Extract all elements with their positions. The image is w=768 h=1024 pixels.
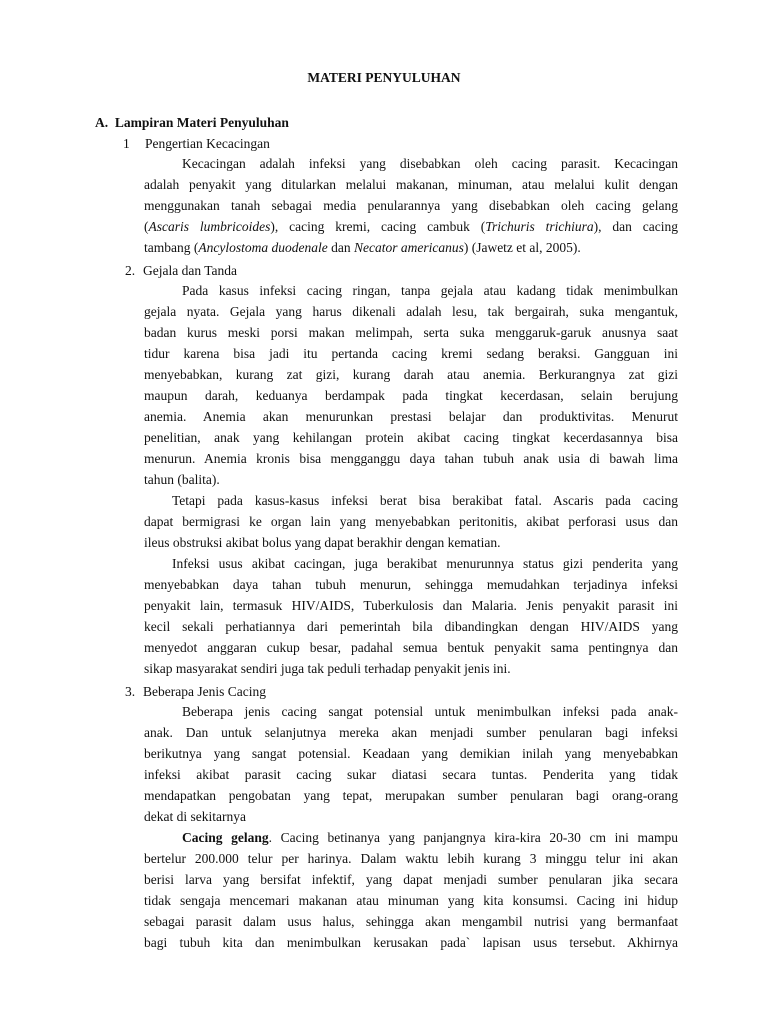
paragraph-line: penyakit lain, termasuk HIV/AIDS, Tuberkulosis dan Malaria. Jenis penyakit parasit ini bbox=[144, 598, 678, 613]
paragraph-line: dekat di sekitarnya bbox=[144, 809, 246, 824]
paragraph-line: gejala nyata. Gejala yang harus dikenali adalah lesu, tak bergairah, suka mengantuk, bbox=[144, 304, 678, 319]
subheading-2-number: 2. bbox=[125, 263, 136, 278]
paragraph-line: tidak sengaja mencemari makanan atau minuman yang kita konsumsi. Cacing ini hidup bbox=[144, 893, 678, 908]
paragraph-line: adalah penyakit yang ditularkan melalui makanan, minuman, atau melalui kulit dengan bbox=[144, 177, 678, 192]
paragraph-line: badan kurus meski porsi makan melimpah, serta suka menggaruk-garuk anusnya saat bbox=[144, 325, 678, 340]
paragraph-line: tidur karena bisa jadi itu pertanda cacing kremi sedang beraksi. Gangguan ini bbox=[144, 346, 678, 361]
paragraph-line: mendapatkan pengobatan yang tepat, merupakan sumber penularan bagi orang-orang bbox=[144, 788, 678, 803]
paragraph-line: tahun (balita). bbox=[144, 472, 220, 487]
paragraph-line: bagi tubuh kita dan menimbulkan kerusakan pada` lapisan usus tersebut. Akhirnya bbox=[144, 935, 678, 950]
paragraph-line: dapat bermigrasi ke organ lain yang menyebabkan peritonitis, akibat perforasi usus dan bbox=[144, 514, 678, 529]
paragraph-line: berikutnya yang sangat potensial. Keadaan yang demikian inilah yang menyebabkan bbox=[144, 746, 678, 761]
paragraph-line: menyebabkan, kurang zat gizi, kurang darah atau anemia. Berkurangnya zat gizi bbox=[144, 367, 678, 382]
cacing-gelang-term: Cacing gelang bbox=[182, 830, 269, 845]
paragraph-line: infeksi akibat parasit cacing sukar diatasi secara tuntas. Penderita yang tidak bbox=[144, 767, 678, 782]
paragraph-line: Infeksi usus akibat cacingan, juga berakibat menurunnya status gizi penderita yang bbox=[172, 556, 678, 571]
paragraph-line: kecil sekali perhatiannya dari pemerintah bila dibandingkan dengan HIV/AIDS yang bbox=[144, 619, 678, 634]
paragraph-line: menggunakan tanah sebagai media penularannya yang disebabkan oleh cacing gelang bbox=[144, 198, 678, 213]
paragraph-line: Pada kasus infeksi cacing ringan, tanpa gejala atau kadang tidak menimbulkan bbox=[182, 283, 678, 298]
paragraph-line: menyebabkan daya tahan tubuh menurun, sehingga memudahkan terjadinya infeksi bbox=[144, 577, 678, 592]
subheading-3-number: 3. bbox=[125, 684, 136, 699]
paragraph-line: penelitian, anak yang kehilangan protein akibat cacing tingkat kecerdasannya bisa bbox=[144, 430, 678, 445]
paragraph-line: tambang (Ancylostoma duodenale dan Necator americanus) (Jawetz et al, 2005). bbox=[144, 240, 581, 255]
paragraph-line: Tetapi pada kasus-kasus infeksi berat bisa berakibat fatal. Ascaris pada cacing bbox=[172, 493, 678, 508]
paragraph-line: menurun. Anemia kronis bisa mengganggu daya tahan tubuh anak usia di bawah lima bbox=[144, 451, 678, 466]
paragraph-line: Cacing gelang. Cacing betinanya yang panjangnya kira-kira 20-30 cm ini mampu bbox=[182, 830, 678, 845]
paragraph-line: anemia. Anemia akan menurunkan prestasi belajar dan produktivitas. Menurut bbox=[144, 409, 678, 424]
paragraph-line: ileus obstruksi akibat bolus yang dapat berakhir dengan kematian. bbox=[144, 535, 501, 550]
paragraph-line: maupun darah, keduanya berdampak pada tingkat kecerdasan, selain berujung bbox=[144, 388, 678, 403]
paragraph-line: menyedot anggaran cukup besar, padahal semua bentuk penyakit sama pentingnya dan bbox=[144, 640, 678, 655]
page-title: MATERI PENYULUHAN bbox=[307, 70, 461, 85]
subheading-1-number: 1 bbox=[123, 136, 130, 151]
subheading-1-text: Pengertian Kecacingan bbox=[145, 136, 270, 151]
subheading-3 bbox=[125, 684, 266, 700]
paragraph-line: Beberapa jenis cacing sangat potensial untuk menimbulkan infeksi pada anak- bbox=[182, 704, 678, 719]
paragraph-line: sikap masyarakat sendiri juga tak peduli terhadap penyakit jenis ini. bbox=[144, 661, 511, 676]
paragraph-line: Kecacingan adalah infeksi yang disebabkan oleh cacing parasit. Kecacingan bbox=[182, 156, 678, 171]
paragraph-line: (Ascaris lumbricoides), cacing kremi, cacing cambuk (Trichuris trichiura), dan cacing bbox=[144, 219, 678, 234]
subheading-1 bbox=[123, 136, 270, 152]
section-a-text: Lampiran Materi Penyuluhan bbox=[114, 115, 289, 130]
paragraph-line: berisi larva yang bersifat infektif, yang dapat menjadi sumber penularan jika secara bbox=[144, 872, 678, 887]
paragraph-line: sebagai parasit dalam usus halus, sehingga akan mengambil nutrisi yang bermanfaat bbox=[144, 914, 678, 929]
subheading-2 bbox=[125, 263, 237, 279]
paragraph-line: bertelur 200.000 telur per harinya. Dalam waktu lebih kurang 3 minggu telur ini akan bbox=[144, 851, 678, 866]
section-a-heading bbox=[95, 115, 289, 131]
section-a-label: A. bbox=[95, 115, 109, 130]
subheading-2-text: Gejala dan Tanda bbox=[143, 263, 238, 278]
subheading-3-text: Beberapa Jenis Cacing bbox=[143, 684, 266, 699]
paragraph-line: anak. Dan untuk selanjutnya mereka akan menjadi sumber penularan bagi infeksi bbox=[144, 725, 678, 740]
